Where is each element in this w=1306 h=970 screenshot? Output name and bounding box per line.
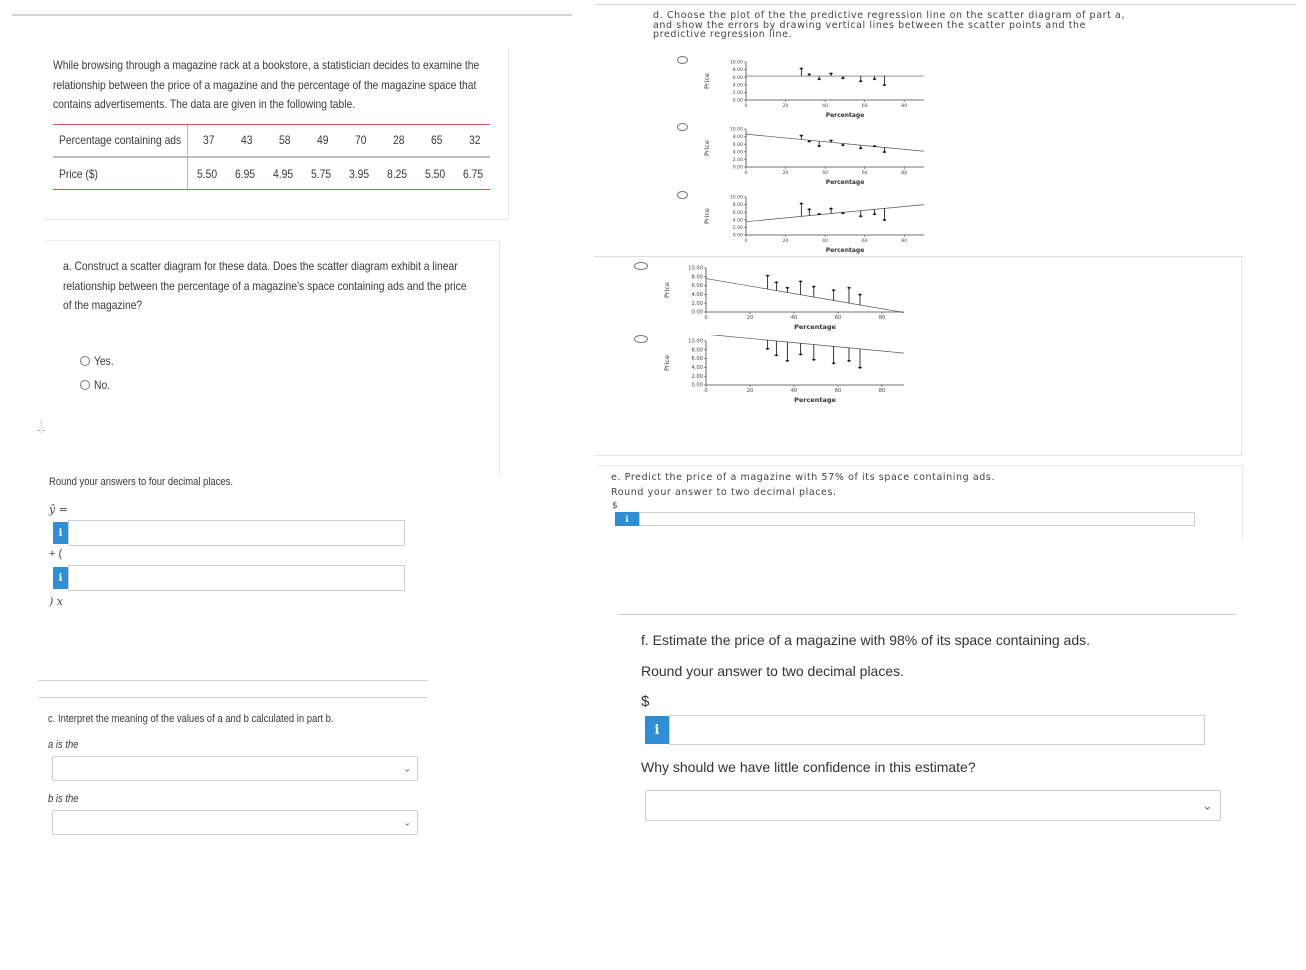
y-tick-label: 6.00: [691, 356, 703, 363]
left-edge-tab: [40, 420, 43, 434]
data-point: [860, 147, 862, 149]
x-tick-label: 20: [746, 388, 754, 394]
data-point: [873, 145, 875, 147]
data-point: [883, 84, 885, 86]
plot-option-1[interactable]: [700, 56, 930, 120]
divider: [38, 697, 428, 698]
part-e-question: e. Predict the price of a magazine with 57% of its space containing ads.: [611, 472, 996, 483]
data-point: [818, 145, 820, 147]
intro-line: While browsing through a magazine rack at a bookstore, a statistician decides to examine the: [53, 58, 480, 72]
x-tick-label: 40: [790, 388, 798, 394]
plot-option-4[interactable]: [660, 262, 910, 332]
regression-line: [746, 205, 924, 222]
data-point: [842, 144, 844, 146]
data-point: [873, 78, 875, 80]
info-icon[interactable]: i: [645, 716, 669, 744]
x-tick-label: 20: [782, 104, 789, 109]
x-axis-label: Percentage: [825, 247, 865, 254]
part-b-instruction: Round your answers to four decimal places.: [49, 476, 234, 488]
info-icon[interactable]: i: [615, 512, 639, 526]
table-row-price: [197, 167, 487, 183]
intro-line: contains advertisements. The data are given in the following table.: [53, 97, 356, 111]
y-tick-label: 0.00: [691, 309, 703, 316]
close-paren-x: ) x: [49, 595, 63, 608]
data-point: [873, 213, 875, 215]
y-tick-label: 8.00: [691, 274, 703, 281]
table-cell: 3.95: [349, 167, 370, 181]
y-tick-label: 6.00: [691, 283, 703, 290]
x-tick-label: 20: [746, 315, 754, 321]
a-label: a is the: [48, 739, 79, 751]
data-point: [860, 215, 862, 217]
divider: [38, 680, 428, 681]
data-point: [800, 135, 802, 137]
table-cell: 65: [431, 133, 443, 147]
y-axis-label: Price: [663, 282, 671, 298]
top-divider-left: [12, 14, 572, 16]
part-d-line: predictive regression line.: [653, 29, 793, 40]
table-row-divider: [53, 156, 490, 158]
y-tick-label: 0.00: [732, 98, 743, 104]
x-tick-label: 40: [822, 239, 829, 244]
data-point: [767, 348, 769, 350]
data-point: [859, 367, 861, 369]
regression-line: [746, 134, 924, 151]
y-tick-label: 10.00: [729, 60, 743, 66]
x-axis-label: Percentage: [794, 323, 836, 331]
plus-open-paren: + (: [49, 548, 63, 560]
data-point: [833, 289, 835, 291]
table-cell: 37: [203, 133, 215, 147]
table-col-divider: [187, 125, 188, 189]
table-cell: 6.75: [463, 167, 484, 181]
part-e-input[interactable]: [639, 512, 1195, 526]
table-cell: 32: [469, 133, 481, 147]
table-cell: 5.50: [197, 167, 218, 181]
table-row-label-price: Price ($): [59, 167, 98, 181]
y-tick-label: 10.00: [729, 195, 743, 201]
y-tick-label: 8.00: [732, 203, 743, 209]
part-d-line: d. Choose the plot of the the predictive regression line on the scatter diagram of part a,: [653, 10, 1126, 21]
y-tick-label: 4.00: [732, 83, 743, 89]
table-cell: 43: [241, 133, 253, 147]
table-cell: 28: [393, 133, 405, 147]
y-tick-label: 0.00: [691, 382, 703, 389]
plot-option-2-radio[interactable]: [677, 123, 688, 131]
info-icon[interactable]: i: [53, 522, 68, 544]
data-point: [775, 354, 777, 356]
x-axis-label: Percentage: [825, 112, 865, 119]
part-d-line: and show the errors by drawing vertical lines between the scatter points and the: [653, 19, 1087, 31]
y-tick-label: 2.00: [732, 158, 743, 163]
intro-text: [53, 56, 479, 115]
radio-no[interactable]: [80, 380, 90, 390]
y-tick-label: 6.00: [732, 142, 743, 148]
regression-line: [706, 279, 904, 313]
radio-no-label[interactable]: No.: [94, 378, 111, 392]
x-tick-label: 80: [901, 171, 908, 176]
y-tick-label: 8.00: [732, 68, 743, 74]
part-f-question: f. Estimate the price of a magazine with 98% of its space containing ads.: [641, 632, 1091, 648]
data-point: [786, 287, 788, 289]
x-tick-label: 40: [790, 315, 798, 321]
data-point: [808, 208, 810, 210]
radio-yes-label[interactable]: Yes.: [94, 354, 114, 368]
x-tick-label: 0: [744, 171, 748, 176]
slope-input[interactable]: [68, 565, 405, 591]
data-point: [883, 151, 885, 153]
table-cell: 70: [355, 133, 367, 147]
x-tick-label: 60: [834, 388, 842, 394]
x-tick-label: 40: [822, 104, 829, 109]
y-tick-label: 2.00: [732, 91, 743, 96]
plot-option-2[interactable]: [700, 123, 930, 187]
x-tick-label: 0: [744, 239, 748, 244]
data-point: [842, 77, 844, 79]
data-point: [818, 78, 820, 80]
x-axis-label: Percentage: [825, 179, 865, 186]
x-axis-label: Percentage: [794, 396, 836, 404]
chevron-down-icon: ⌄: [1202, 800, 1212, 812]
y-tick-label: 2.00: [691, 373, 703, 380]
table-row-label-percentage: Percentage containing ads: [59, 133, 182, 147]
data-point: [813, 359, 815, 361]
table-cell: 5.75: [311, 167, 332, 181]
plot-option-3[interactable]: [700, 191, 930, 255]
x-tick-label: 80: [878, 388, 886, 394]
a-meaning-select[interactable]: [52, 756, 418, 781]
y-tick-label: 8.00: [732, 135, 743, 141]
y-tick-label: 2.00: [691, 300, 703, 307]
table-cell: 4.95: [273, 167, 294, 181]
y-tick-label: 0.00: [732, 165, 743, 171]
part-a-line: relationship between the percentage of a magazine's space containing ads and the price: [63, 278, 467, 293]
data-point: [808, 140, 810, 142]
data-point: [860, 80, 862, 82]
part-a-line: a. Construct a scatter diagram for these data. Does the scatter diagram exhibit a linear: [63, 259, 458, 273]
top-divider-right: [596, 4, 1296, 5]
table-cell: 8.25: [387, 167, 408, 181]
x-tick-label: 20: [782, 239, 789, 244]
table-cell: 58: [279, 133, 291, 147]
data-point: [830, 139, 832, 141]
plot-option-1-radio[interactable]: [677, 56, 688, 64]
y-tick-label: 4.00: [732, 150, 743, 156]
data-table: [53, 124, 490, 190]
data-point: [833, 362, 835, 364]
data-point: [830, 72, 832, 74]
intro-line: relationship between the price of a magazine and the percentage of the magazine space that: [53, 77, 477, 92]
problem-panel: [44, 48, 509, 220]
x-tick-label: 0: [744, 104, 748, 109]
part-e-currency: $: [612, 501, 619, 511]
part-c-question: c. Interpret the meaning of the values of a and b calculated in part b.: [48, 713, 334, 725]
x-tick-label: 80: [901, 104, 908, 109]
table-cell: 6.95: [235, 167, 256, 181]
data-point: [818, 213, 820, 215]
part-f-currency: $: [641, 693, 650, 710]
data-point: [842, 212, 844, 214]
x-tick-label: 60: [861, 171, 868, 176]
y-tick-label: 6.00: [732, 75, 743, 81]
data-point: [808, 73, 810, 75]
y-tick-label: 10.00: [688, 338, 703, 345]
x-tick-label: 0: [704, 315, 708, 321]
part-f-why-select[interactable]: [645, 790, 1221, 821]
intercept-input[interactable]: [68, 520, 405, 546]
part-a-line: of the magazine?: [63, 298, 143, 312]
x-tick-label: 60: [861, 239, 868, 244]
plots-panel-border: [1241, 256, 1242, 456]
regression-line: [706, 335, 904, 353]
chevron-down-icon: ⌄: [403, 763, 411, 773]
part-f-divider: [618, 614, 1237, 615]
plot-option-4-radio[interactable]: [634, 262, 648, 270]
table-cell: 5.50: [425, 167, 446, 181]
data-point: [830, 207, 832, 209]
data-point: [767, 275, 769, 277]
plot-option-3-radio[interactable]: [677, 191, 688, 199]
y-tick-label: 4.00: [691, 292, 703, 298]
part-f-input[interactable]: [669, 715, 1205, 745]
x-tick-label: 60: [861, 104, 868, 109]
y-tick-label: 4.00: [732, 218, 743, 224]
data-point: [800, 280, 802, 282]
y-tick-label: 10.00: [688, 265, 703, 272]
table-row-percentage: [197, 133, 487, 149]
plot-option-5[interactable]: [660, 335, 910, 405]
x-tick-label: 40: [822, 171, 829, 176]
data-point: [859, 294, 861, 296]
part-a-panel: [44, 240, 500, 476]
b-meaning-select[interactable]: [52, 810, 418, 835]
b-label: b is the: [48, 793, 79, 805]
plots-divider: [594, 256, 1244, 257]
part-f-why: Why should we have little confidence in this estimate?: [641, 759, 976, 775]
yhat-symbol: ŷ: [49, 503, 56, 516]
y-axis-label: Price: [703, 73, 711, 89]
y-tick-label: 8.00: [691, 347, 703, 354]
x-tick-label: 0: [704, 388, 708, 394]
y-axis-label: Price: [703, 140, 711, 156]
data-point: [775, 281, 777, 283]
yhat-equals: =: [58, 503, 68, 516]
y-tick-label: 0.00: [732, 233, 743, 239]
x-tick-label: 80: [901, 239, 908, 244]
data-point: [883, 219, 885, 221]
part-a-question: [63, 257, 467, 316]
y-tick-label: 2.00: [732, 226, 743, 231]
part-f-instruction: Round your answer to two decimal places.: [641, 663, 905, 679]
plots-panel-bottom: [594, 455, 1244, 456]
part-d-question: [653, 11, 1125, 40]
yhat-label: [49, 503, 68, 516]
y-tick-label: 6.00: [732, 210, 743, 216]
y-tick-label: 10.00: [729, 127, 743, 133]
y-axis-label: Price: [703, 208, 711, 224]
data-point: [813, 286, 815, 288]
data-point: [800, 203, 802, 205]
chevron-down-icon: ⌄: [403, 817, 411, 827]
info-icon[interactable]: i: [53, 567, 68, 589]
data-point: [848, 360, 850, 362]
data-point: [786, 360, 788, 362]
x-tick-label: 80: [878, 315, 886, 321]
x-tick-label: 60: [834, 315, 842, 321]
y-tick-label: 4.00: [691, 365, 703, 371]
data-point: [848, 287, 850, 289]
data-point: [800, 353, 802, 355]
x-tick-label: 20: [782, 171, 789, 176]
part-e-instruction: Round your answer to two decimal places.: [611, 487, 837, 498]
table-cell: 49: [317, 133, 329, 147]
radio-yes[interactable]: [80, 356, 90, 366]
y-axis-label: Price: [663, 355, 671, 371]
plot-option-5-radio[interactable]: [634, 335, 648, 343]
data-point: [800, 68, 802, 70]
